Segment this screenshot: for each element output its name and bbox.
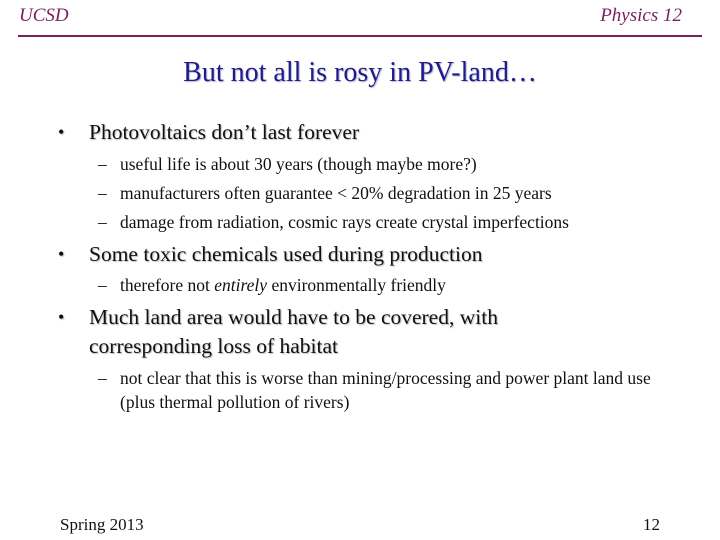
sub-text xyxy=(120,273,678,297)
footer-page-number: 12 xyxy=(643,515,660,534)
slide-title: But not all is rosy in PV-land… xyxy=(183,57,537,88)
sub-item xyxy=(98,366,658,414)
dash-marker: – xyxy=(98,154,107,174)
bullet-text: Photovoltaics don’t last forever xyxy=(89,120,360,144)
sub-item xyxy=(98,210,678,234)
dash-marker: – xyxy=(98,275,107,295)
header-divider xyxy=(18,35,702,37)
sub-text-after: environmentally friendly xyxy=(267,275,446,295)
sub-item xyxy=(98,152,678,176)
sub-item xyxy=(98,181,678,205)
sub-text: damage from radiation, cosmic rays create crystal imperfections xyxy=(120,212,569,232)
footer-term: Spring 2013 xyxy=(60,515,144,534)
bullet-marker: • xyxy=(58,122,65,142)
bullet-text: Some toxic chemicals used during production xyxy=(89,242,483,266)
sub-text: manufacturers often guarantee < 20% degradation in 25 years xyxy=(120,183,552,203)
sub-text: useful life is about 30 years (though maybe more?) xyxy=(120,154,477,174)
header-course-label: UCSD xyxy=(19,5,69,26)
bullet-marker: • xyxy=(58,307,65,327)
dash-marker: – xyxy=(98,368,107,388)
dash-marker: – xyxy=(98,183,107,203)
bullet-item xyxy=(58,118,678,147)
sub-text-before: therefore not xyxy=(120,275,215,295)
sub-text: not clear that this is worse than mining/processing and power plant land use (plus thermal pollution of rivers) xyxy=(120,368,651,412)
dash-marker: – xyxy=(98,212,107,232)
bullet-item xyxy=(58,240,678,269)
bullet-text: Much land area would have to be covered, with corresponding loss of habitat xyxy=(89,305,498,358)
bullet-marker: • xyxy=(58,244,65,264)
sub-item xyxy=(98,273,678,297)
header-course-name: Physics 12 xyxy=(600,5,682,26)
bullet-item xyxy=(58,303,578,361)
sub-text-emphasis: entirely xyxy=(214,275,268,295)
